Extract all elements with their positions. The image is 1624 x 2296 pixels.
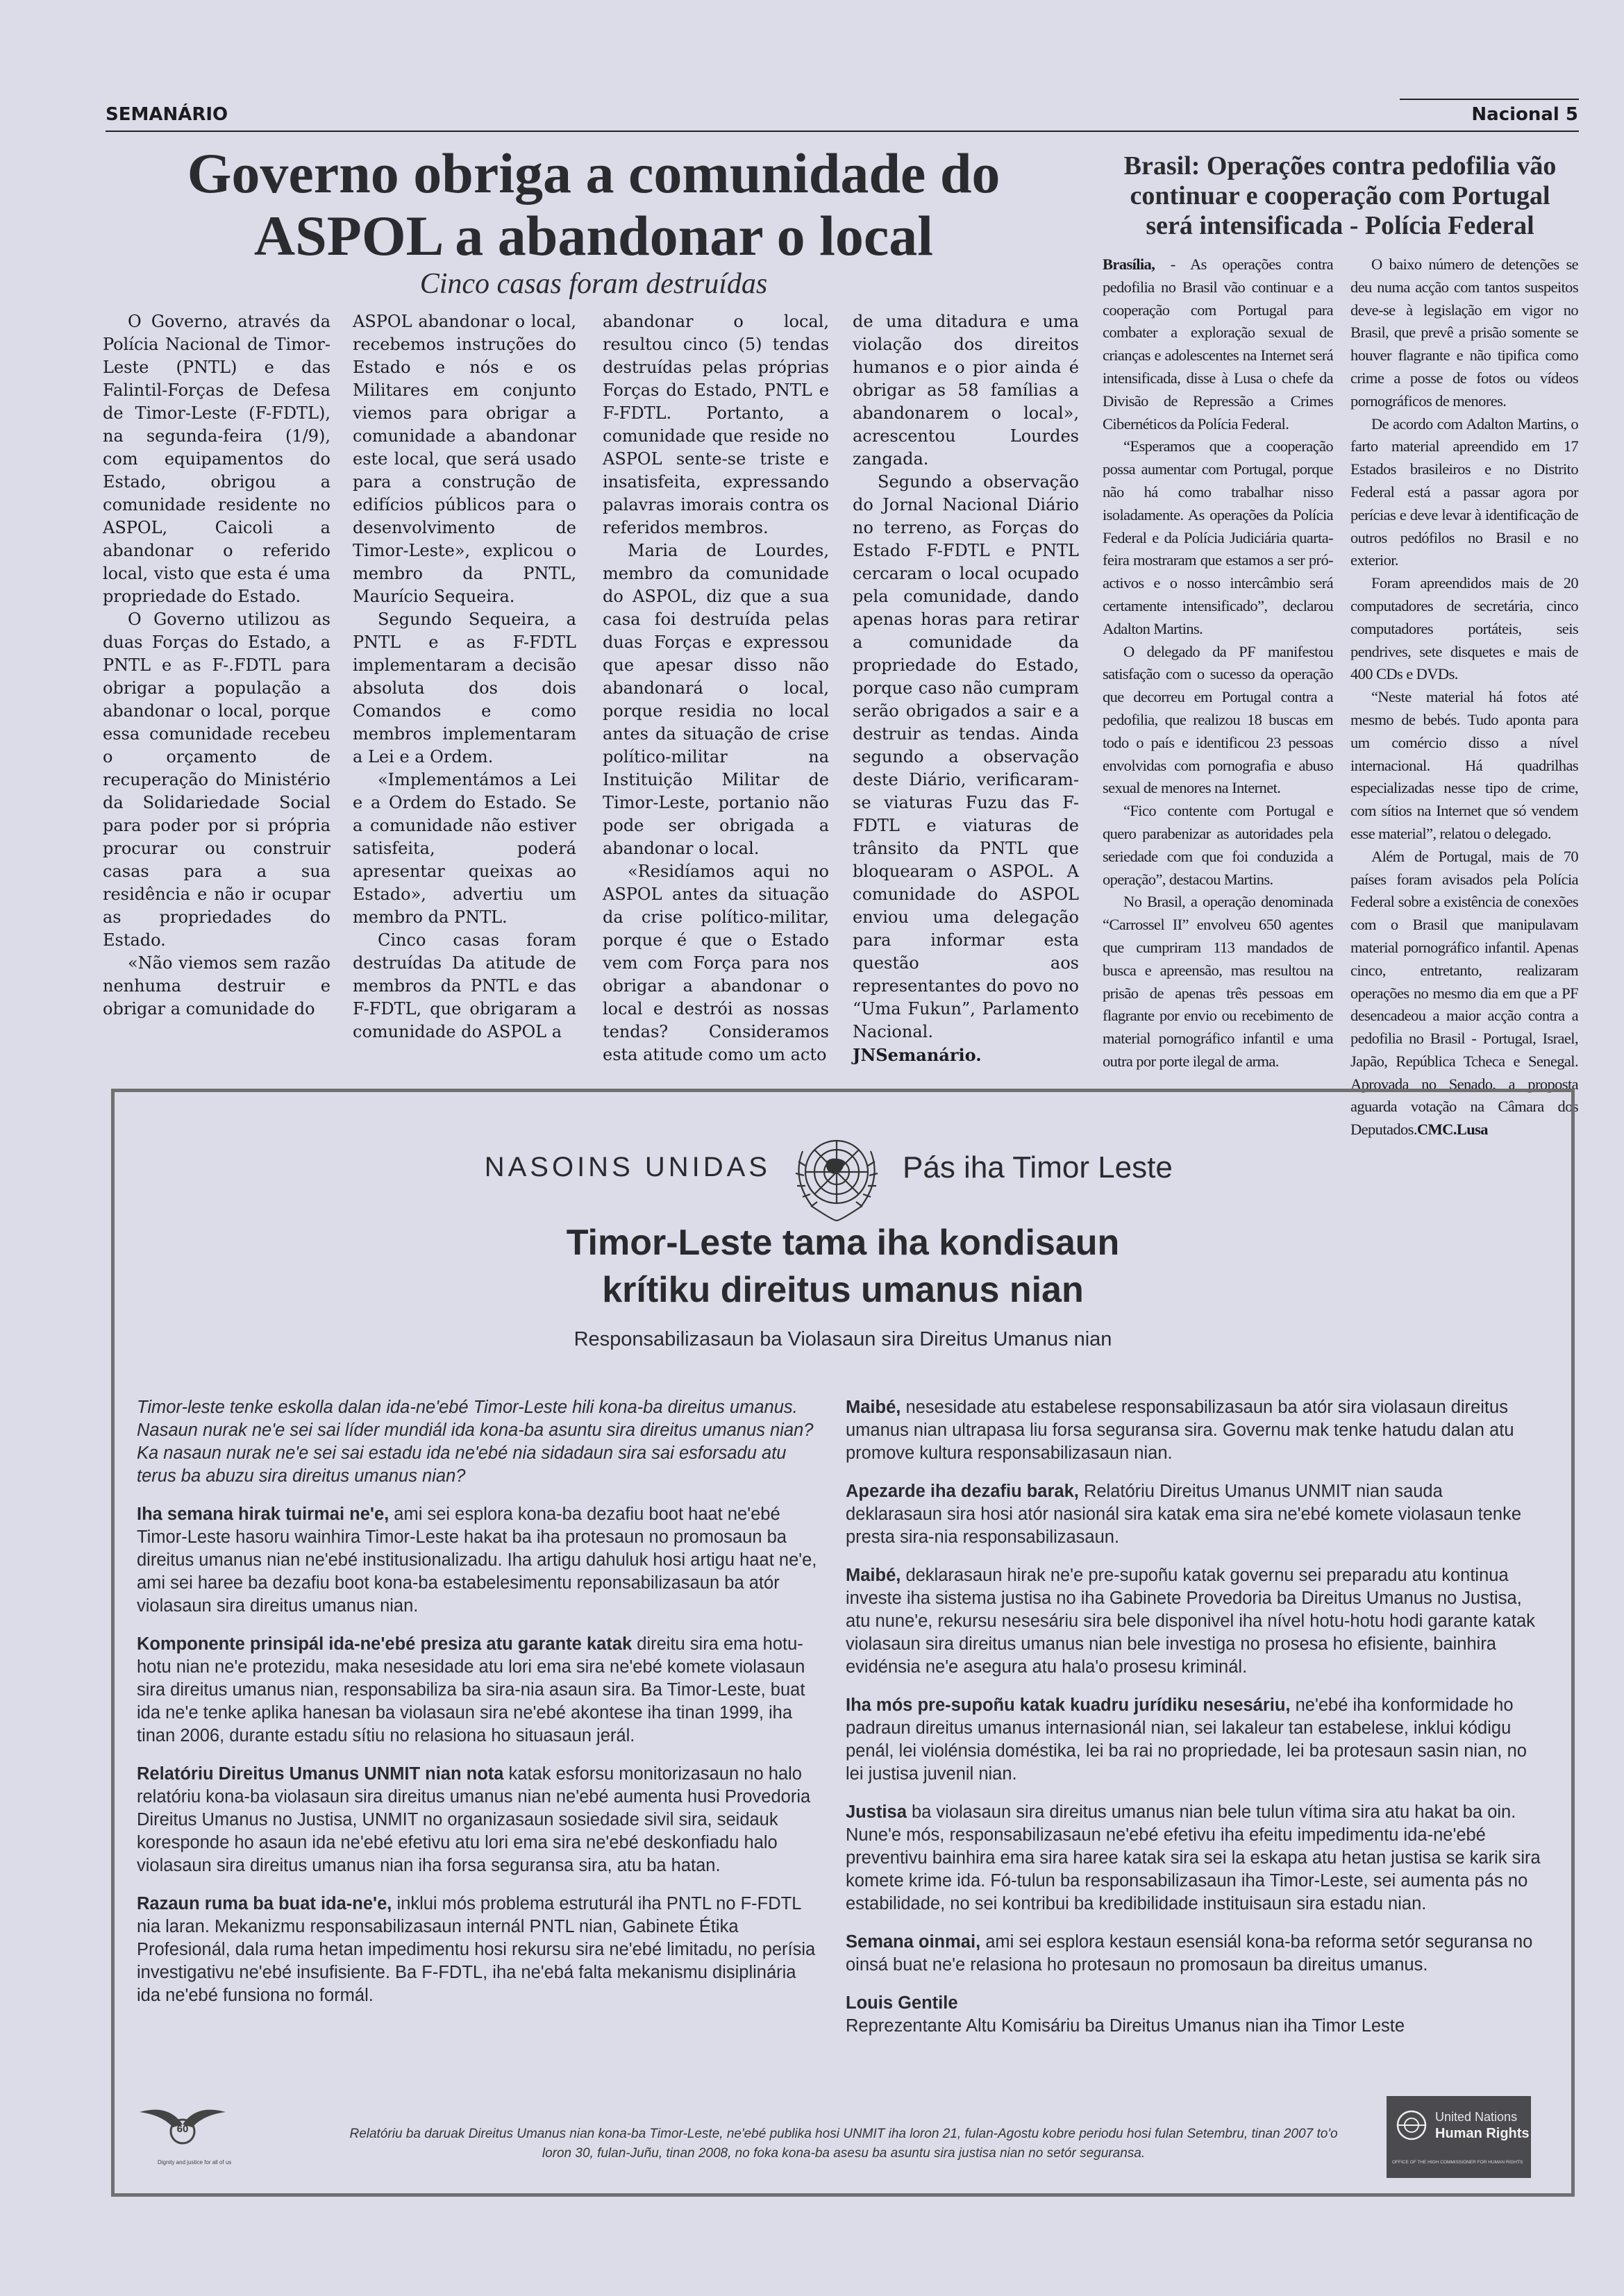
main-article-column-2 — [353, 310, 576, 1044]
un-ad-title-line1: Timor-Leste tama iha kondisaun — [566, 1223, 1120, 1263]
ad-paragraph — [137, 1763, 821, 1877]
ad-paragraph — [137, 1893, 821, 2007]
brazil-headline — [1097, 151, 1583, 241]
paragraph: O Governo, através da Polícia Nacional de Timor-Leste (PNTL) e das Falintil-Forças de Defesa de Timor-Leste (F-FDTL), na segunda-feira (1/9), com equipamentos do Estado, obrigou a comunidade residente no ASPOL, Caicoli a abandonar o referido local, visto que esta é uma propriedade do Estado. — [103, 312, 330, 606]
un-human-rights-emblem-icon — [1393, 2107, 1430, 2143]
paragraph: Maria de Lourdes, membro da comunidade do ASPOL, diz que a sua casa foi destruída pelas duas Forças e expressou que apesar disso não abandonará o local, porque residia no local antes da situação de crise político-militar na Instituição Militar de Timor-Leste, portanio não pode ser obrigada a abandonar o local. — [603, 541, 829, 858]
ad-paragraph-lead: Maibé, — [846, 1566, 901, 1585]
ad-paragraph-text: deklarasaun hirak ne'e pre-supoñu katak governu sei preparadu atu kontinua investe iha sistema justisa no iha Gabinete Provedoria ba Direitus Umanus no Justisa, atu nune'e, rekursu nesesáriu sira bele disponivel iha nível hotu-hotu hodi garante katak violasaun sira direitus umanus nian bele investiga no prosesa ho efisiente, bainhira evidénsia ne'e asegura atu hala'o prosesu kriminál. — [846, 1566, 1535, 1677]
ad-paragraph-text: ami sei esplora kona-ba dezafiu boot haat ne'ebé Timor-Leste hasoru wainhira Timor-Leste hakat ba iha protesaun no promosaun ba direitus umanus nian ne'ebé institusionalizadu. Iha artigu dahuluk hosi artigu haat ne'e, ami sei haree ba dezafiu boot kona-ba estabelesimentu reponsabilizasaun ba atór violasaun sira direitus umanus nian. — [137, 1505, 817, 1616]
paragraph: «Residíamos aqui no ASPOL antes da situação da crise político-militar, porque é que o Estado vem com Força para nos obrigar a abandonar o local e destrói as nossas tendas? Consideramos esta atitude como um acto — [603, 862, 829, 1064]
brazil-headline-line1: Brasil: Operações contra pedofilia vão — [1123, 151, 1557, 181]
un-ad-footer-note — [219, 2125, 1468, 2163]
article-signature: JNSemanário. — [853, 1045, 982, 1065]
ad-paragraph — [846, 1801, 1541, 1916]
ad-paragraph-lead: Semana oinmai, — [846, 1932, 981, 1952]
ad-paragraph-lead: Iha semana hirak tuirmai ne'e, — [137, 1505, 390, 1524]
un-ad-subtitle: Responsabilizasaun ba Violasaun sira Direitus Umanus nian — [574, 1328, 1112, 1350]
udhr-dove-icon — [134, 2097, 231, 2145]
ohchr-caption: OFFICE OF THE HIGH COMMISSIONER FOR HUMAN RIGHTS — [1392, 2160, 1523, 2165]
ad-paragraph-text: ami sei esplora kestaun esensiál kona-ba reforma setór seguransa no oinsá buat ne'e relasiona ho protesaun no promosaun ba direitus umanus. — [846, 1932, 1533, 1975]
un-brand-left: NASOINS UNIDAS — [484, 1152, 771, 1182]
un-ad-footer-line1: Relatóriu ba daruak Direitus Umanus nian kona-ba Timor-Leste, ne'ebé publika hosi UNMIT iha loron 21, fulan-Agostu kobre periodu hosi fulan Setembru, tinan 2007 to'o — [349, 2127, 1338, 2141]
ohchr-line2: Human Rights — [1435, 2126, 1530, 2141]
paragraph-text: Além de Portugal, mais de 70 países foram avisados pela Polícia Federal sobre a existência de conexões com o Brasil que manipulavam material pornográfico infantil. Apenas cinco, entretanto, realizaram operações no mesmo dia em que a PF desencadeou a maior acção contra a pedofilia no Brasil - Portugal, Israel, Japão, República Tcheca e Senegal. Aprovada no Senado, a proposta aguarda votação na Câmara dos Deputados. — [1350, 847, 1578, 1139]
paragraph: O Governo utilizou as duas Forças do Estado, a PNTL e as F-.FDTL para obrigar a população a abandonar o local, porque essa comunidade recebeu o orçamento de recuperação do Ministério da Solidariedade Social para poder por si própria procurar ou construir casas para a sua residência e não ir ocupar as propriedades do Estado. — [103, 610, 330, 950]
lead-text: - As operações contra pedofilia no Brasil vão continuar e a cooperação com Portugal para combater a exploração sexual de crianças e adolescentes na Internet será intensificada, disse à Lusa o chefe da Divisão de Repressão a Crimes Cibernéticos da Polícia Federal. — [1103, 255, 1333, 433]
paragraph: «Implementámos a Lei e a Ordem do Estado. Se a comunidade não estiver satisfeita, poderá apresentar queixas ao Estado», advertiu um membro da PNTL. — [353, 770, 576, 927]
paragraph: O delegado da PF manifestou satisfação com o sucesso da operação que decorreu em Portugal contra a pedofilia, que realizou 18 buscas em todo o país e identificou 23 pessoas envolvidas com pornografia e abuso sexual de menores na Internet. — [1103, 642, 1333, 797]
ad-paragraph — [137, 1633, 821, 1748]
ad-paragraph-lead: Iha mós pre-supoñu katak kuadru jurídiku nesesáriu, — [846, 1695, 1291, 1715]
intro-paragraph: Timor-leste tenke eskolla dalan ida-ne'ebé Timor-Leste hili kona-ba direitus umanus. Nasaun nurak ne'e sei sai líder mundiál ida kona-ba asuntu sira direitus umanus nian? Ka nasaun nurak ne'e sei sai estadu ida ne'ebé nia sidadaun sira sai esforsadu atu terus ba abuzu sira direitus umanus nian? — [137, 1398, 814, 1486]
un-ad-right-column — [846, 1396, 1541, 2038]
ad-paragraph — [846, 1480, 1541, 1549]
un-ad-footer-line2: loron 30, fulan-Juñu, tinan 2008, no foka kona-ba asesu ba asuntu sira justisa nian no setór seguransa. — [542, 2146, 1146, 2161]
paragraph: Cinco casas foram destruídas Da atitude de membros da PNTL e das F-FDTL, que obrigaram a comunidade do ASPOL a — [353, 930, 576, 1041]
ad-paragraph-text: ne'ebé iha konformidade ho padraun direitus umanus internasionál nian, sei lakaleur tan estabelese, inklui kódigu penál, lei violénsia doméstika, lei ba rai no propriedade, lei ba protesaun sasin nian, no lei justisa juvenil nian. — [846, 1695, 1527, 1784]
ad-paragraph-text: katak esforsu monitorizasaun no halo relatóriu kona-ba violasaun sira direitus umanus nian ne'ebé aumenta husi Provedoria Direitus Umanus no Justisa, UNMIT no organizasaun sosiedade sivil sira, seidauk koresponde ho asaun ida ne'ebé efetivu atu lori ema sira ne'ebé deskonfiadu halo violasaun sira direitus umanus nian iha forsa seguransa sira, atu ba hatan. — [137, 1764, 811, 1875]
masthead: SEMANÁRIO — [106, 104, 228, 125]
article-signature: CMC.Lusa — [1416, 1121, 1488, 1139]
paragraph: Segundo Sequeira, a PNTL e as F-FDTL implementaram a decisão absoluta dos dois Comandos e como membros implementaram a Lei e a Ordem. — [353, 610, 576, 766]
paragraph: “Fico contente com Portugal e quero parabenizar as autoridades pela seriedade com que foi conduzida a operação”, destacou Martins. — [1103, 802, 1333, 888]
header-top-rule — [1400, 99, 1579, 100]
signer-name: Louis Gentile — [846, 1993, 958, 2013]
brazil-headline-line2: continuar e cooperação com Portugal — [1130, 181, 1550, 210]
brazil-article-column-2 — [1350, 253, 1578, 1141]
main-headline-line2: ASPOL a abandonar o local — [253, 204, 934, 267]
paragraph: No Brasil, a operação denominada “Carrossel II” envolveu 650 agentes que cumpriram 113 mandados de busca e apreensão, mas resultou na prisão de apenas três pessoas em flagrante por envio ou recebimento de material pornográfico infantil e uma outra por porte ilegal de arma. — [1103, 893, 1333, 1070]
main-headline — [104, 142, 1083, 267]
header-rule — [106, 131, 1579, 132]
ad-paragraph-text: direitu sira ema hotu-hotu nian ne'e protezidu, maka nesesidade atu lori ema sira ne'ebé komete violasaun sira direitus umanus nian, responsabiliza ba sira-nia asaun sira. Ba Timor-Leste, buat ida ne'e tenke aplika hanesan ba violasaun sira ne'ebé akontese iha tinan 1999, iha tinan 2006, durante estadu sítiu no relasiona ho situasaun jerál. — [137, 1634, 805, 1745]
un-advertisement — [111, 1089, 1575, 2197]
un-ad-title-line2: krítiku direitus umanus nian — [602, 1270, 1084, 1310]
ad-paragraph — [137, 1503, 821, 1618]
paragraph — [1103, 253, 1333, 435]
ad-paragraph-text: ba violasaun sira direitus umanus nian bele tulun vítima sira atu hakat ba oin. Nune'e mós, responsabilizasaun ne'ebé efetivu iha efeitu impedimentu ida-ne'ebé preventivu bainhira ema sira haree katak sira sei la eskapa atu hetan justisa se karik sira komete krime ida. Fó-tulun ba responsabilizasaun iha Timor-Leste, sei aumenta pás no estabilidade, no sei kontribui ba kredibilidade instituisaun sira estadu nian. — [846, 1802, 1541, 1913]
ad-paragraph — [846, 1396, 1541, 1465]
ad-paragraph-lead: Komponente prinsipál ida-ne'ebé presiza atu garante katak — [137, 1634, 633, 1654]
paragraph: ASPOL abandonar o local, recebemos instruções do Estado e nós e os Militares em conjunto viemos para obrigar a comunidade a abandonar este local, que será usado para a construção de edifícios públicos para o desenvolvimento de Timor-Leste», explicou o membro da PNTL, Maurício Sequeira. — [353, 312, 576, 606]
signer — [846, 1992, 1541, 2038]
un-ad-left-column — [137, 1396, 821, 2022]
paragraph: De acordo com Adalton Martins, o farto material apreendido em 17 Estados brasileiros e no Distrito Federal está a passar agora por perícias e deve levar à identificação de outros pedófilos no Brasil e no exterior. — [1350, 414, 1578, 569]
paragraph: «Não viemos sem razão nenhuma destruir e obrigar a comunidade do — [103, 953, 330, 1019]
un-emblem-icon — [785, 1123, 889, 1227]
paragraph: Segundo a observação do Jornal Nacional Diário no terreno, as Forças do Estado F-FDTL e PNTL cercaram o local ocupado pela comunidade, dando apenas horas para retirar a comunidade da propriedade do Estado, porque caso não cumpram serão obrigados a sair e a destruir as tendas. Ainda segundo a observação deste Diário, verificaram-se viaturas Fuzu das F-FDTL e viaturas de trânsito da PNTL que bloquearam o ASPOL. A comunidade do ASPOL enviou uma delegação para informar esta questão aos representantes do povo no “Uma Fukun”, Parlamento Nacional. — [853, 472, 1079, 1041]
ad-paragraph-lead: Apezarde iha dezafiu barak, — [846, 1482, 1079, 1501]
paragraph: de uma ditadura e uma violação dos direitos humanos e o pior ainda é obrigar as 58 famílias a abandonarem o local», acrescentou Lourdes zangada. — [853, 312, 1079, 469]
ad-paragraph-text: inklui mós problema estruturál iha PNTL no F-FDTL nia laran. Mekanizmu responsabilizasaun internál PNTL nian, Gabinete Étika Profesionál, dala ruma hetan impedimentu hosi rekursu sira ne'ebé limitadu, no perísia investigativu ne'ebé insufisiente. Ba F-FDTL, iha ne'ebá falta mekanismu disiplinária ida ne'ebé funsiona no formál. — [137, 1894, 816, 2005]
ad-paragraph-lead: Razaun ruma ba buat ida-ne'e, — [137, 1894, 392, 1913]
brazil-headline-line3: será intensificada - Polícia Federal — [1146, 211, 1534, 240]
ad-paragraph-text: nesesidade atu estabelese responsabilizasaun ba atór sira violasaun direitus umanus nian ultrapasa liu forsa seguransa sira. Governu mak tenke hatudu dalan atu promove kultura responsabilizasaun nian. — [846, 1398, 1514, 1463]
main-article-column-1 — [103, 310, 330, 1021]
main-subheadline: Cinco casas foram destruídas — [419, 268, 768, 300]
udhr-number: 60 — [176, 2123, 189, 2135]
paragraph: O baixo número de detenções se deu numa acção com tantos suspeitos deve-se à legislação em vigor no Brasil, que prevê a prisão somente se houver flagrante e não tipifica como crime a posse de fotos ou vídeos pornográficos de menores. — [1350, 255, 1578, 410]
ohchr-line1: United Nations — [1435, 2110, 1518, 2124]
ad-paragraph-lead: Maibé, — [846, 1398, 901, 1417]
dateline: Brasília, — [1103, 255, 1155, 273]
brazil-article-column-1 — [1103, 253, 1333, 1073]
ad-paragraph-lead: Justisa — [846, 1802, 907, 1822]
main-article-column-4 — [853, 310, 1079, 1066]
paragraph: Foram apreendidos mais de 20 computadores de secretária, cinco computadores portáteis, seis pendrives, sete disquetes e mais de 400 CDs e DVDs. — [1350, 574, 1578, 683]
ad-paragraph — [846, 1931, 1541, 1977]
ohchr-logo — [1387, 2096, 1531, 2178]
page-section-number: Nacional 5 — [1471, 104, 1578, 125]
un-ad-title — [115, 1219, 1571, 1314]
udhr-caption: Dignity and justice for all of us — [158, 2159, 232, 2165]
paragraph: abandonar o local, resultou cinco (5) tendas destruídas pelas próprias Forças do Estado, PNTL e F-FDTL. Portanto, a comunidade que reside no ASPOL sente-se triste e insatisfeita, expressando palavras imorais contra os referidos membros. — [603, 312, 829, 537]
signer-title: Reprezentante Altu Komisáriu ba Direitus Umanus nian iha Timor Leste — [846, 2016, 1405, 2036]
main-article-column-3 — [603, 310, 829, 1066]
main-headline-line1: Governo obriga a comunidade do — [187, 142, 1001, 205]
un-brand-right: Pás iha Timor Leste — [903, 1150, 1173, 1184]
ad-paragraph-lead: Relatóriu Direitus Umanus UNMIT nian nota — [137, 1764, 504, 1784]
ad-paragraph — [846, 1564, 1541, 1679]
ad-paragraph-text: Relatóriu Direitus Umanus UNMIT nian sauda deklarasaun sira hosi atór nasionál sira katak ema sira ne'ebé komete violasaun tenke presta sira-nia responsabilizasaun. — [846, 1482, 1521, 1547]
udhr-60-logo — [134, 2097, 231, 2177]
paragraph: “Esperamos que a cooperação possa aumentar com Portugal, porque não há como trabalhar nisso isoladamente. As operações da Polícia Federal e da Polícia Judiciária quarta-feira mostraram que estamos a ser pró-activos e o nosso intercâmbio será certamente intensificado”, declarou Adalton Martins. — [1103, 437, 1333, 637]
ad-paragraph — [846, 1694, 1541, 1786]
paragraph: “Neste material há fotos até mesmo de bebés. Tudo aponta para um comércio disso a nível internacional. Há quadrilhas especializadas nesse tipo de crime, com sítios na Internet que só vendem esse material”, relatou o delegado. — [1350, 688, 1578, 842]
